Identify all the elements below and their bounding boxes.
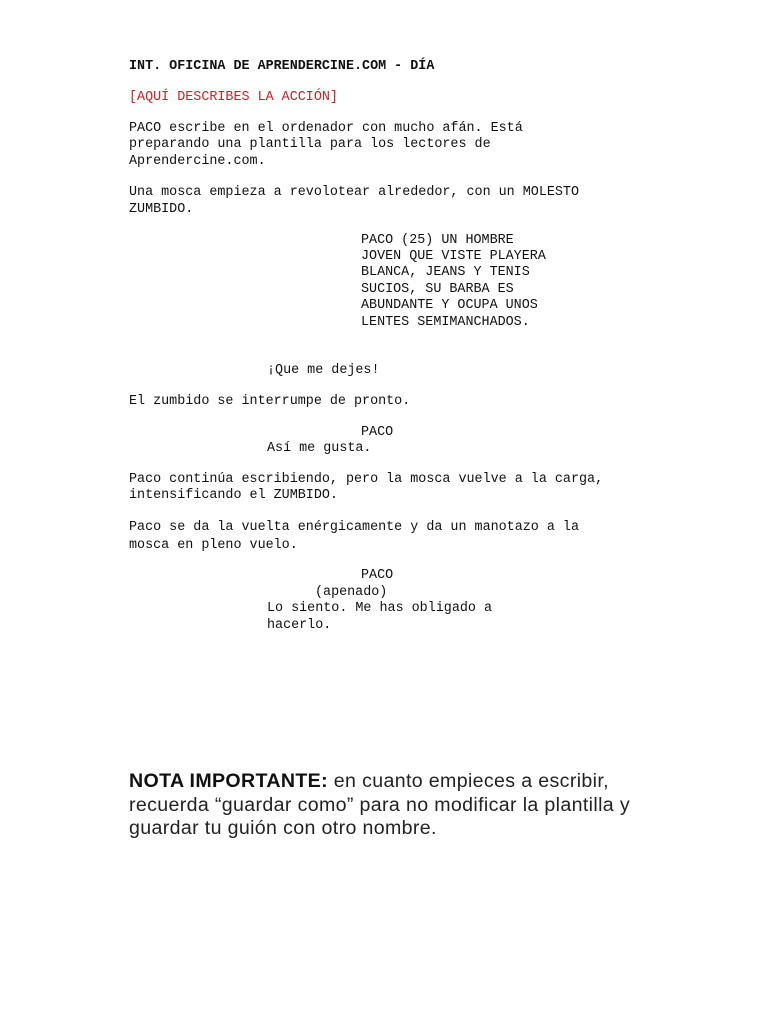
action-line: preparando una plantilla para los lectores de [129,137,491,152]
parenthetical: (apenado) [315,585,388,600]
dialogue-line: hacerlo. [267,618,332,633]
important-note-text: en cuanto empieces a escribir, recuerda “guardar como” para no modificar la plantilla y guardar tu guión con otro nombre. [129,770,630,840]
character-description-line: LENTES SEMIMANCHADOS. [361,315,530,330]
dialogue-line: ¡Que me dejes! [267,363,380,378]
action-line: Paco se da la vuelta enérgicamente y da un manotazo a la [129,520,579,535]
character-name: PACO [361,425,394,440]
character-description-line: SUCIOS, SU BARBA ES [361,282,514,297]
action-line: Una mosca empieza a revolotear alrededor, con un MOLESTO [129,185,579,200]
action-placeholder: [AQUÍ DESCRIBES LA ACCIÓN] [129,90,338,105]
scene-heading: INT. OFICINA DE APRENDERCINE.COM - DÍA [129,59,435,74]
action-line: mosca en pleno vuelo. [129,538,298,553]
dialogue-line: Lo siento. Me has obligado a [267,601,492,616]
important-note-lead: NOTA IMPORTANTE: [129,770,328,792]
character-name: PACO [361,568,394,583]
character-description-line: BLANCA, JEANS Y TENIS [361,265,530,280]
important-note [129,770,689,841]
action-line: Aprendercine.com. [129,154,266,169]
action-line: intensificando el ZUMBIDO. [129,488,338,503]
action-line: El zumbido se interrumpe de pronto. [129,394,411,409]
character-description-line: JOVEN QUE VISTE PLAYERA [361,249,546,264]
character-description-line: PACO (25) UN HOMBRE [361,233,514,248]
action-line: ZUMBIDO. [129,202,194,217]
dialogue-line: Así me gusta. [267,441,372,456]
action-line: PACO escribe en el ordenador con mucho afán. Está [129,121,523,136]
action-line: Paco continúa escribiendo, pero la mosca vuelve a la carga, [129,472,604,487]
character-description-line: ABUNDANTE Y OCUPA UNOS [361,298,538,313]
